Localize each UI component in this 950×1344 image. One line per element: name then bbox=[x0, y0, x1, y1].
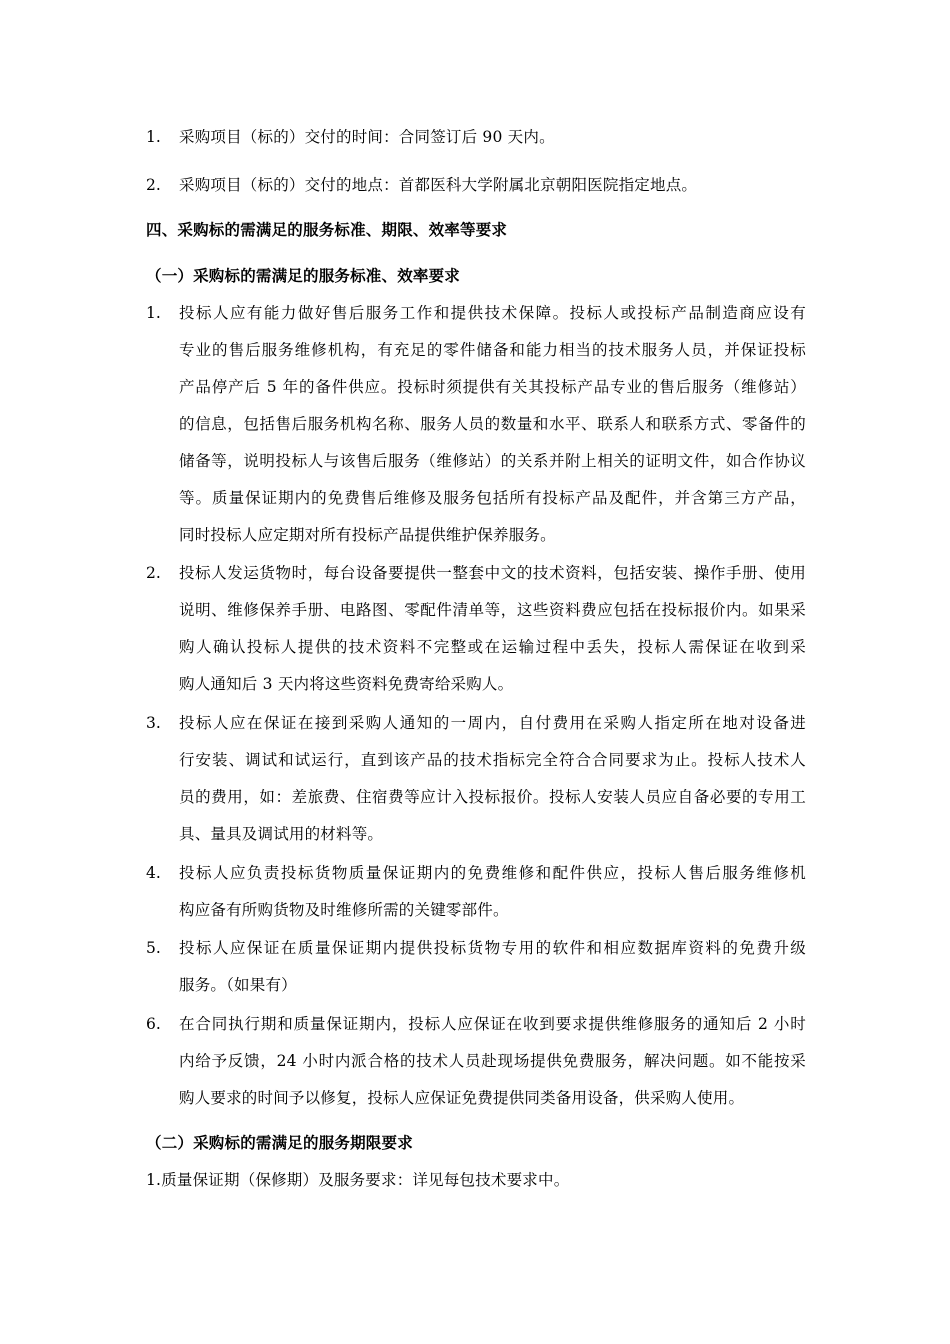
list-text-line: 购人确认投标人提供的技术资料不完整或在运输过程中丢失，投标人需保证在收到采 bbox=[179, 638, 806, 656]
list-text-line: 员的费用，如：差旅费、住宿费等应计入投标报价。投标人安装人员应自备必要的专用工 bbox=[179, 788, 806, 806]
list-text-line: 购人要求的时间予以修复，投标人应保证免费提供同类备用设备，供采购人使用。 bbox=[179, 1089, 745, 1107]
list-text-line: 投标人应在保证在接到采购人通知的一周内，自付费用在采购人指定所在地对设备进 bbox=[179, 714, 806, 732]
list-text-line: 行安装、调试和试运行，直到该产品的技术指标完全符合合同要求为止。投标人技术人 bbox=[179, 751, 806, 769]
list-text-line: 内给予反馈，24 小时内派合格的技术人员赴现场提供免费服务，解决问题。如不能按采 bbox=[179, 1052, 806, 1070]
list-text-line: 储备等，说明投标人与该售后服务（维修站）的关系并附上相关的证明文件，如合作协议 bbox=[179, 452, 806, 470]
list-text-line: 投标人应负责投标货物质量保证期内的免费维修和配件供应，投标人售后服务维修机 bbox=[179, 864, 806, 882]
section-heading: 四、采购标的需满足的服务标准、期限、效率等要求 bbox=[146, 220, 508, 239]
list-text-line: 在合同执行期和质量保证期内，投标人应保证在收到要求提供维修服务的通知后 2 小时 bbox=[179, 1015, 806, 1033]
list-text-line: 专业的售后服务维修机构，有充足的零件储备和能力相当的技术服务人员，并保证投标 bbox=[179, 341, 806, 359]
list-text-line: 产品停产后 5 年的备件供应。投标时须提供有关其投标产品专业的售后服务（维修站） bbox=[179, 378, 806, 396]
list-text-line: 投标人应保证在质量保证期内提供投标货物专用的软件和相应数据库资料的免费升级 bbox=[179, 939, 806, 957]
list-text-line: 服务。（如果有） bbox=[179, 976, 297, 994]
list-number: 6. bbox=[146, 1015, 161, 1033]
list-text-line: 等。质量保证期内的免费售后维修及服务包括所有投标产品及配件，并含第三方产品， bbox=[179, 489, 806, 507]
list-number: 2. bbox=[146, 564, 161, 582]
list-number: 4. bbox=[146, 864, 161, 882]
list-number: 2. bbox=[146, 176, 161, 194]
list-number: 3. bbox=[146, 714, 161, 732]
subheading: （一）采购标的需满足的服务标准、效率要求 bbox=[146, 266, 461, 285]
subheading: （二）采购标的需满足的服务期限要求 bbox=[146, 1133, 413, 1152]
list-text-line: 同时投标人应定期对所有投标产品提供维护保养服务。 bbox=[179, 526, 556, 544]
list-text: 采购项目（标的）交付的时间：合同签订后 90 天内。 bbox=[179, 128, 555, 146]
list-text-line: 构应备有所购货物及时维修所需的关键零部件。 bbox=[179, 901, 509, 919]
list-number: 5. bbox=[146, 939, 161, 957]
list-text-line: 投标人发运货物时，每台设备要提供一整套中文的技术资料，包括安装、操作手册、使用 bbox=[179, 564, 806, 582]
list-number: 1. bbox=[146, 128, 161, 146]
list-text-line: 投标人应有能力做好售后服务工作和提供技术保障。投标人或投标产品制造商应设有 bbox=[179, 304, 806, 322]
list-number: 1. bbox=[146, 304, 161, 322]
paragraph-text: 1.质量保证期（保修期）及服务要求：详见每包技术要求中。 bbox=[146, 1171, 570, 1189]
list-text-line: 的信息，包括售后服务机构名称、服务人员的数量和水平、联系人和联系方式、零备件的 bbox=[179, 415, 806, 433]
list-text-line: 购人通知后 3 天内将这些资料免费寄给采购人。 bbox=[179, 675, 514, 693]
list-text: 采购项目（标的）交付的地点：首都医科大学附属北京朝阳医院指定地点。 bbox=[179, 176, 698, 194]
list-text-line: 具、量具及调试用的材料等。 bbox=[179, 825, 384, 843]
list-text-line: 说明、维修保养手册、电路图、零配件清单等，这些资料费应包括在投标报价内。如果采 bbox=[179, 601, 806, 619]
